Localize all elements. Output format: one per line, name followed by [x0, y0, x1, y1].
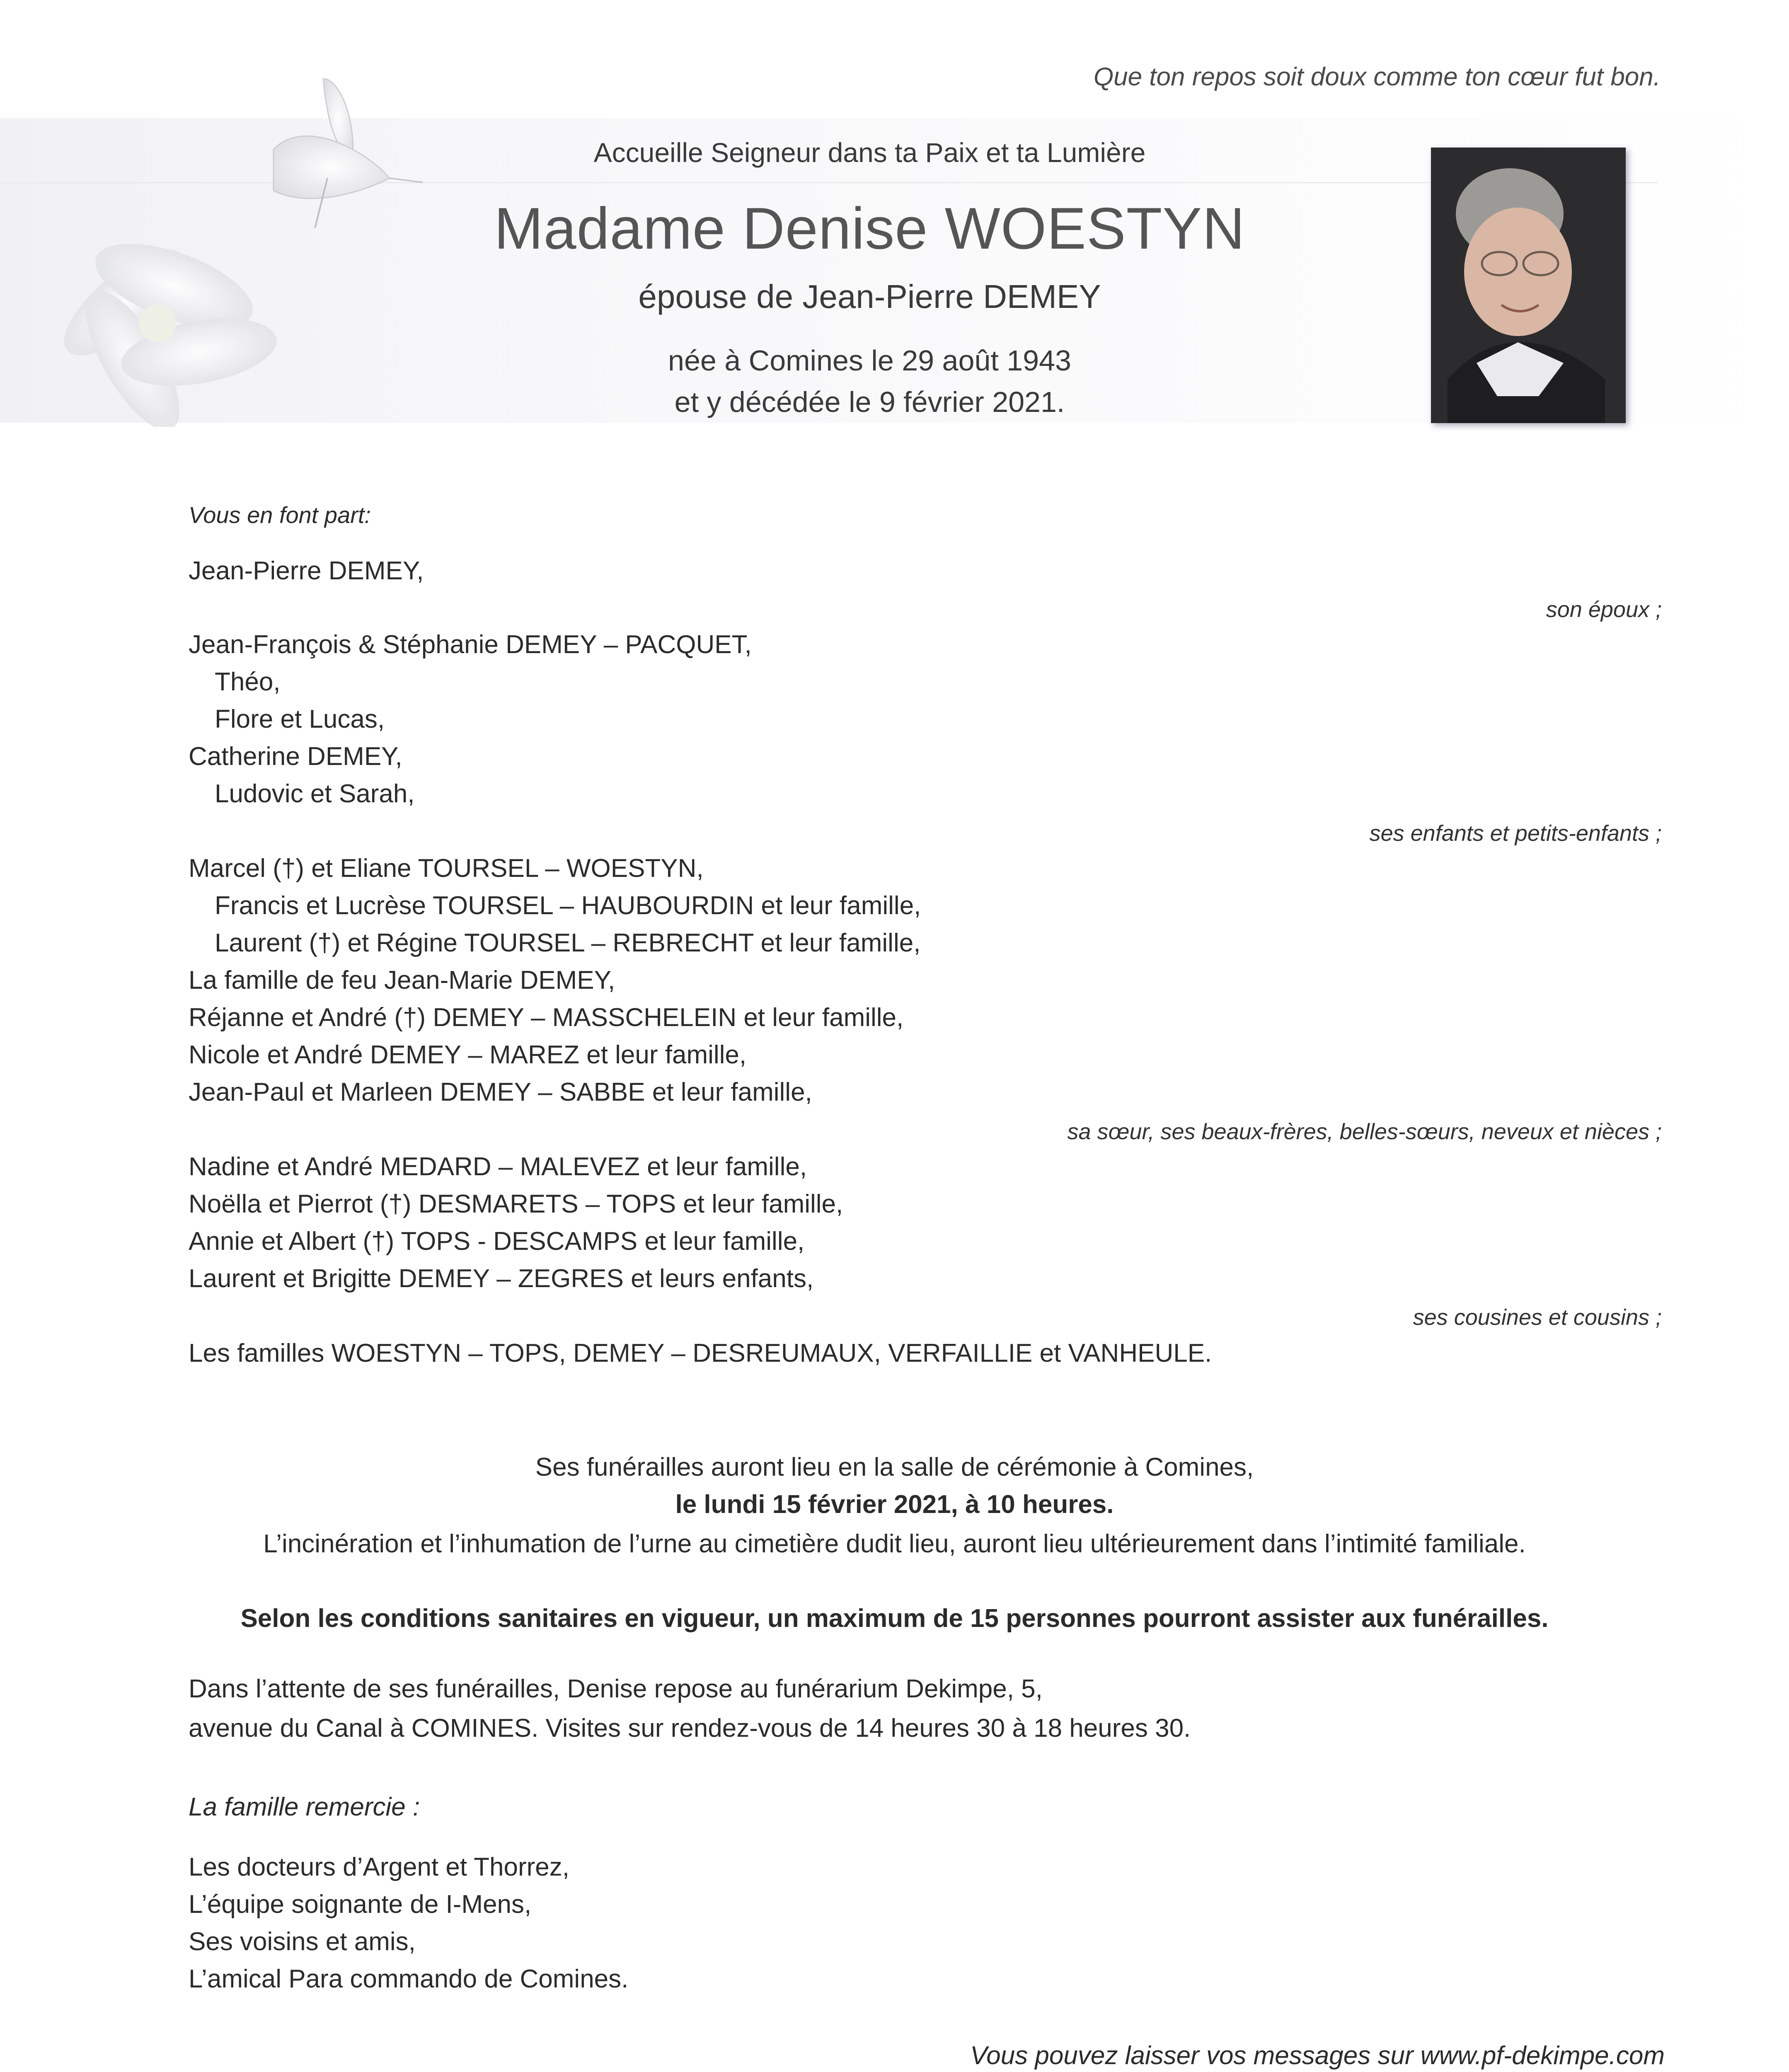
relation-siblings: sa sœur, ses beaux-frères, belles-sœurs, neveux et nièces ;: [1067, 1119, 1662, 1144]
cousins-line: Annie et Albert (†) TOPS - DESCAMPS et leur famille,: [189, 1227, 805, 1256]
children-line: Jean-François & Stéphanie DEMEY – PACQUET,: [189, 630, 752, 659]
messages-line-1: Vous pouvez laisser vos messages sur www.pf-dekimpe.com: [970, 2041, 1665, 2070]
children-line: Ludovic et Sarah,: [215, 779, 415, 808]
announcement-intro: Vous en font part:: [189, 502, 371, 528]
cousins-line: Laurent et Brigitte DEMEY – ZEGRES et leurs enfants,: [189, 1264, 814, 1293]
thanks-line: Ses voisins et amis,: [189, 1927, 416, 1956]
thanks-intro: La famille remercie :: [189, 1793, 420, 1821]
funeral-line-3: L’incinération et l’inhumation de l’urne au cimetière dudit lieu, auront lieu ultérieurement dans l’intimité familiale.: [263, 1530, 1526, 1558]
relation-spouse: son époux ;: [1546, 597, 1662, 622]
children-line: Théo,: [215, 668, 281, 696]
cousins-line: Nadine et André MEDARD – MALEVEZ et leur famille,: [189, 1152, 807, 1181]
siblings-line: Réjanne et André (†) DEMEY – MASSCHELEIN et leur famille,: [189, 1003, 904, 1032]
relation-cousins: ses cousines et cousins ;: [1413, 1305, 1662, 1330]
funeral-line-1: Ses funérailles auront lieu en la salle de cérémonie à Comines,: [535, 1453, 1254, 1481]
funeral-date: le lundi 15 février 2021, à 10 heures.: [675, 1490, 1114, 1519]
thanks-line: L’équipe soignante de I-Mens,: [189, 1890, 532, 1919]
covid-notice: Selon les conditions sanitaires en vigueur, un maximum de 15 personnes pourront assister aux funérailles.: [240, 1604, 1549, 1633]
thanks-line: Les docteurs d’Argent et Thorrez,: [189, 1853, 570, 1881]
spouse-line: épouse de Jean-Pierre DEMEY: [638, 278, 1101, 315]
siblings-line: Francis et Lucrèse TOURSEL – HAUBOURDIN et leur famille,: [215, 891, 921, 920]
siblings-line: Nicole et André DEMEY – MAREZ et leur famille,: [189, 1041, 747, 1069]
death-line: et y décédée le 9 février 2021.: [674, 386, 1065, 418]
birth-line: née à Comines le 29 août 1943: [668, 344, 1071, 377]
families-line: Les familles WOESTYN – TOPS, DEMEY – DESREUMAUX, VERFAILLIE et VANHEULE.: [189, 1339, 1212, 1368]
portrait-image: [1431, 148, 1626, 423]
motto: Que ton repos soit doux comme ton cœur fut bon.: [1093, 63, 1661, 91]
prayer: Accueille Seigneur dans ta Paix et ta Lumière: [593, 137, 1146, 168]
children-line: Catherine DEMEY,: [189, 742, 402, 771]
portrait-photo: [1431, 148, 1626, 423]
spouse-name: Jean-Pierre DEMEY,: [189, 557, 424, 585]
deceased-name: Madame Denise WOESTYN: [494, 196, 1245, 261]
relation-children: ses enfants et petits-enfants ;: [1369, 821, 1662, 846]
siblings-line: Marcel (†) et Eliane TOURSEL – WOESTYN,: [189, 854, 704, 883]
cousins-line: Noëlla et Pierrot (†) DESMARETS – TOPS et leur famille,: [189, 1190, 843, 1218]
siblings-line: Jean-Paul et Marleen DEMEY – SABBE et leur famille,: [189, 1078, 812, 1106]
rest-line-1: Dans l’attente de ses funérailles, Denise repose au funérarium Dekimpe, 5,: [189, 1675, 1043, 1703]
siblings-line: La famille de feu Jean-Marie DEMEY,: [189, 966, 615, 995]
rest-line-2: avenue du Canal à COMINES. Visites sur rendez-vous de 14 heures 30 à 18 heures 30.: [189, 1714, 1191, 1743]
thanks-line: L’amical Para commando de Comines.: [189, 1965, 629, 1993]
siblings-line: Laurent (†) et Régine TOURSEL – REBRECHT et leur famille,: [215, 929, 921, 957]
children-line: Flore et Lucas,: [215, 705, 385, 733]
